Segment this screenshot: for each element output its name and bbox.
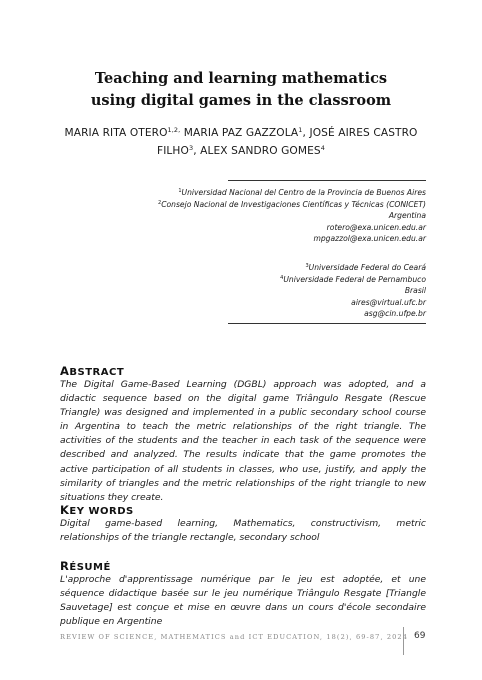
email-link[interactable]: aires@virtual.ufc.br <box>351 297 426 307</box>
author-aires-affil: 3 <box>188 144 194 152</box>
author-otero: MARIA RITA OTERO <box>64 127 168 139</box>
author-gomes: , ALEX SANDRO GOMES <box>193 145 321 157</box>
author-line-1 <box>40 123 442 141</box>
affiliations-block-2 <box>140 261 426 319</box>
footer-divider <box>403 627 404 655</box>
affiliation-line <box>140 186 426 198</box>
author-gazzola-affil: 1 <box>298 126 303 134</box>
affiliation-text: Universidade Federal do Ceará <box>308 263 426 272</box>
author-gomes-affil: 4 <box>320 144 325 152</box>
heading-initial: R <box>60 559 70 573</box>
author-line-2 <box>40 141 442 159</box>
affiliation-marker: 2 <box>158 200 162 207</box>
affiliation-line <box>140 261 426 273</box>
author-aires-part1: , JOSÉ AIRES CASTRO <box>302 127 418 139</box>
journal-footer: REVIEW OF SCIENCE, MATHEMATICS and ICT EDUCATION, 18(2), 69-87, 2024 <box>60 633 409 641</box>
affiliations-bottom-rule <box>228 323 426 324</box>
email-link[interactable]: rotero@exa.unicen.edu.ar <box>326 222 426 232</box>
heading-rest: EY WORDS <box>69 506 134 517</box>
abstract-text: The Digital Game-Based Learning (DGBL) approach was adopted, and a didactic sequence based on the digital game Triângulo Resgate (Rescue Triangle) was designed and implemented in a public secondary school course in Argentina to teach the metric relationships of the right triangle. The activities of the students and the teacher in each task of the sequence were described and analyzed. The results indicate that the game promotes the active participation of all students in classes, who use, justify, and apply the similarity of triangles and the metric relationships of the right triangle to new situations they create. <box>60 379 426 503</box>
page-number: 69 <box>414 631 426 641</box>
affiliation-marker: 4 <box>280 275 284 282</box>
affiliation-marker: 1 <box>178 188 182 194</box>
author-list <box>40 123 442 159</box>
affiliations-block-1 <box>140 186 426 244</box>
author-aires-part2: FILHO <box>157 145 189 157</box>
affiliation-line <box>140 198 426 210</box>
heading-rest: BSTRACT <box>69 367 125 378</box>
author-otero-affil: 1,2, <box>167 126 181 134</box>
affiliation-text: Universidade Federal de Pernambuco <box>283 275 426 285</box>
keywords-text: Digital game-based learning, Mathematics, constructivism, metric relationships of the triangle rectangle, secondary school <box>60 518 426 544</box>
heading-initial: K <box>60 503 70 517</box>
email-link[interactable]: mpgazzol@exa.unicen.edu.ar <box>313 233 426 243</box>
affiliation-country: Argentina <box>388 211 426 221</box>
affiliation-text: Consejo Nacional de Investigaciones Científicas y Técnicas (CONICET) <box>161 200 426 210</box>
heading-rest: ÉSUMÉ <box>69 562 111 573</box>
resume-text: L'approche d'apprentissage numérique par le jeu est adoptée, et une séquence didactique basée sur le jeu numérique Triângulo Resgate [Triangle Sauvetage] est conçue et mise en œuvre dans un cours d'école secondaire publique en Argentine <box>60 574 426 628</box>
affiliation-text: Universidad Nacional del Centro de la Provincia de Buenos Aires <box>181 188 426 197</box>
affiliations-top-rule <box>228 180 426 181</box>
heading-initial: A <box>60 364 70 378</box>
title-line-1: Teaching and learning mathematics <box>94 70 388 87</box>
title-line-2: using digital games in the classroom <box>90 92 392 109</box>
paper-title <box>0 68 482 112</box>
affiliation-country: Brasil <box>404 286 426 296</box>
email-link[interactable]: asg@cin.ufpe.br <box>364 308 426 318</box>
affiliation-marker: 3 <box>305 263 309 269</box>
affiliation-line <box>140 273 426 285</box>
author-gazzola: MARIA PAZ GAZZOLA <box>180 127 299 139</box>
